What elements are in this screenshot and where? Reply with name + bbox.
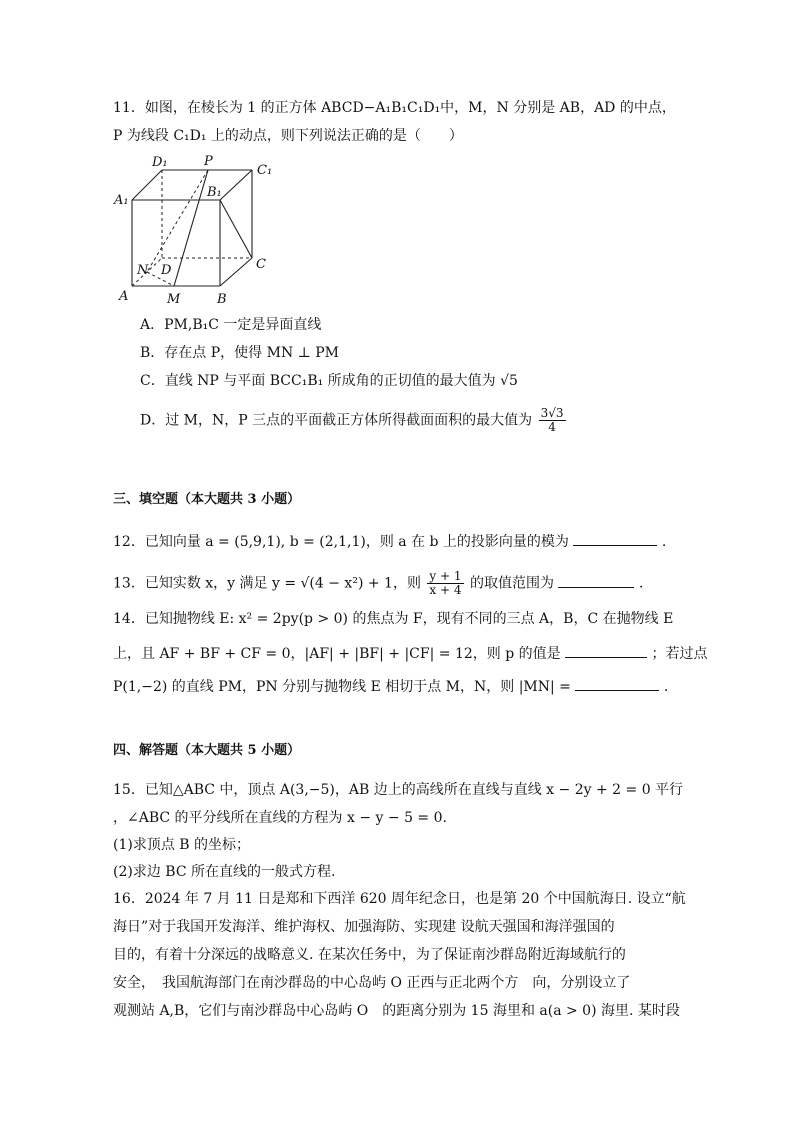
q14-line3-end: . (663, 679, 669, 695)
q13-fraction (427, 570, 463, 597)
section-3-title: 三、填空题（本大题共 3 小题） (113, 492, 301, 507)
label-C: C (256, 257, 266, 272)
q16-line5: 观测站 A,B，它们与南沙群岛中心岛屿 O 的距离分别为 15 海里和 a(a > 0) 海里. 某时段 (113, 1003, 680, 1019)
q14-line2-end: ；若过点 (651, 646, 708, 662)
q14-line2-text: 上，且 AF + BF + CF = 0，|AF| + |BF| + |CF| = 12，则 p 的值是 (113, 646, 561, 662)
fraction-numerator: y + 1 (429, 569, 462, 583)
q13-answer-blank[interactable] (558, 573, 634, 588)
q11-option-a: A．PM,B₁C 一定是异面直线 (140, 317, 322, 333)
label-B: B (217, 292, 227, 307)
label-M: M (167, 292, 181, 307)
q11-option-b: B．存在点 P，使得 MN ⊥ PM (140, 345, 340, 361)
q11-line1: 11．如图，在棱长为 1 的正方体 ABCD−A₁B₁C₁D₁中，M，N 分别是 AB，AD 的中点， (113, 100, 676, 116)
q11-option-d-text: D．过 M，N，P 三点的平面截正方体所得截面面积的最大值为 (140, 412, 533, 429)
q16-line1: 16．2024 年 7 月 11 日是郑和下西洋 620 周年纪念日，也是第 20 个中国航海日. 设立“航 (113, 891, 686, 907)
q11-option-c: C．直线 NP 与平面 BCC₁B₁ 所成角的正切值的最大值为 √5 (140, 373, 518, 389)
label-D1: D₁ (152, 155, 168, 170)
q16-line2: 海日”对于我国开发海洋、维护海权、加强海防、实现建 设航天强国和海洋强国的 (113, 919, 615, 935)
q16-line3: 目的，有着十分深远的战略意义. 在某次任务中，为了保证南沙群岛附近海域航行的 (113, 947, 626, 963)
q12-text: 12．已知向量 a = (5,9,1), b = (2,1,1)，则 a 在 b 上的投影向量的模为 (113, 534, 569, 550)
q13-end: . (638, 575, 644, 592)
q12 (113, 531, 666, 552)
q13-text: 13．已知实数 x，y 满足 y = √(4 − x²) + 1，则 (113, 575, 421, 592)
fraction-numerator: 3√3 (540, 406, 564, 420)
section-4-title: 四、解答题（本大题共 5 小题） (113, 743, 301, 758)
q14-line1: 14．已知抛物线 E: x² = 2py(p > 0) 的焦点为 F，现有不同的三点 A，B，C 在抛物线 E (113, 611, 674, 627)
q12-answer-blank[interactable] (573, 531, 657, 546)
label-P: P (204, 154, 213, 169)
q11-option-d (140, 407, 568, 434)
q15-part1: (1)求顶点 B 的坐标； (113, 837, 251, 853)
q11-option-d-fraction (539, 407, 566, 434)
q15-part2: (2)求边 BC 所在直线的一般式方程. (113, 864, 336, 880)
label-A: A (119, 289, 129, 304)
q15-line1: 15．已知△ABC 中，顶点 A(3,−5)，AB 边上的高线所在直线与直线 x − 2y + 2 = 0 平行 (113, 782, 684, 798)
q14-line3 (113, 676, 668, 697)
q16-line4: 安全， 我国航海部门在南沙群岛的中心岛屿 O 正西与正北两个方 向，分别设立了 (113, 975, 631, 991)
q13 (113, 570, 643, 597)
fraction-denominator: 4 (548, 420, 556, 434)
label-N: N (137, 263, 149, 278)
q14-line3-text: P(1,−2) 的直线 PM，PN 分别与抛物线 E 相切于点 M，N，则 |MN| = (113, 679, 571, 695)
label-C1: C₁ (257, 163, 273, 178)
cube-figure (112, 150, 282, 310)
fraction-denominator: x + 4 (429, 583, 462, 597)
q13-text-mid: 的取值范围为 (469, 575, 554, 592)
label-A1: A₁ (114, 193, 129, 208)
q12-end: . (661, 534, 667, 550)
q14-answer-blank-2[interactable] (575, 676, 659, 691)
q11-line2: P 为线段 C₁D₁ 上的动点，则下列说法正确的是（ ） (113, 128, 463, 144)
q15-line2: ，∠ABC 的平分线所在直线的方程为 x − y − 5 = 0. (113, 810, 447, 826)
label-B1: B₁ (207, 185, 222, 200)
label-D: D (161, 263, 172, 278)
q14-answer-blank-1[interactable] (565, 643, 647, 658)
q14-line2 (113, 643, 708, 664)
